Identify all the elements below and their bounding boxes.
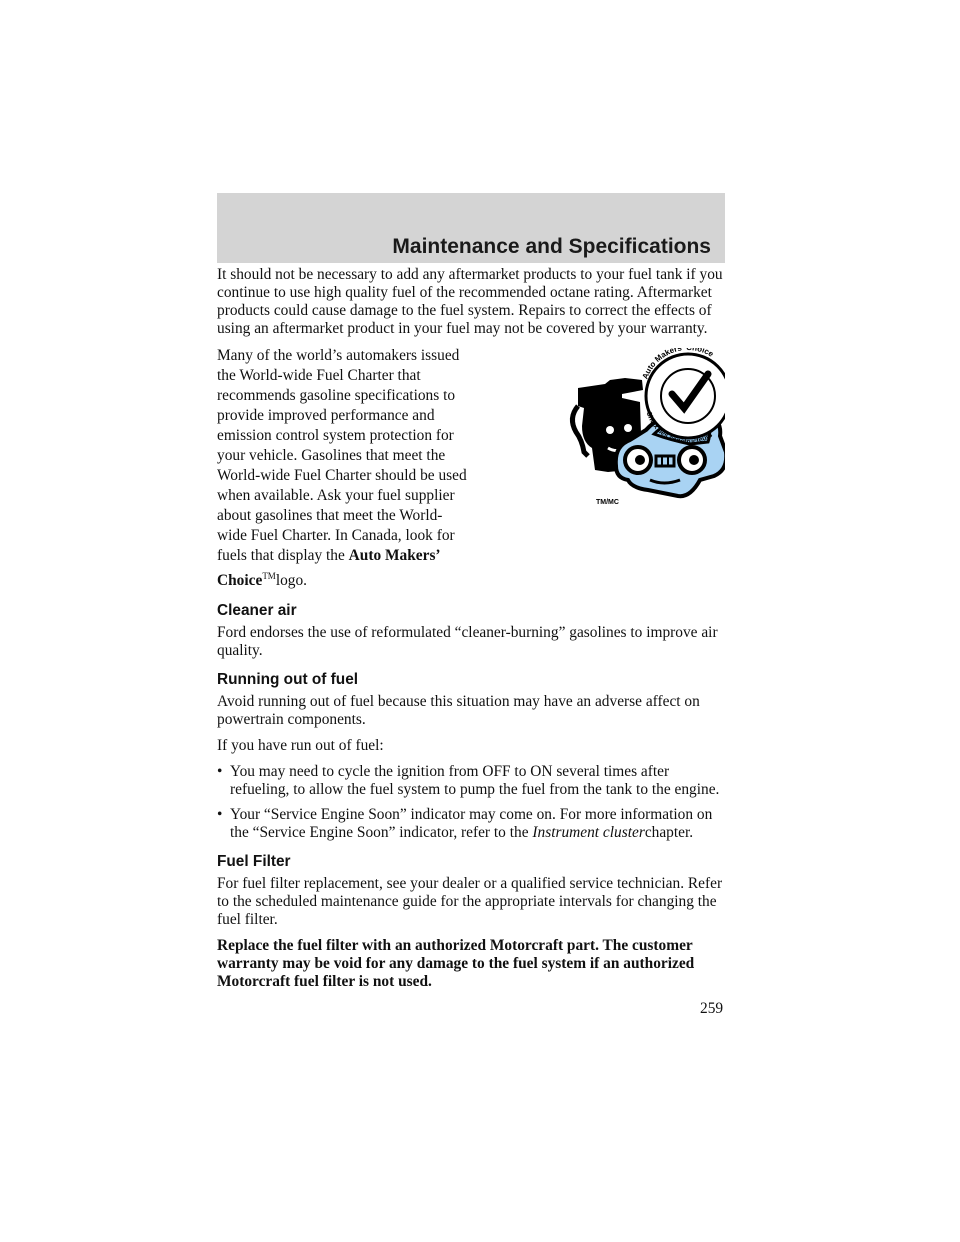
charter-section bbox=[217, 346, 727, 591]
running-out-heading: Running out of fuel bbox=[217, 671, 359, 689]
seal-ring-bottom-text: Choix des constructeurs bbox=[644, 410, 714, 446]
intro-paragraph: It should not be necessary to add any aftermarket products to your fuel tank if you continue to use high quality fuel of the recommended octane rating. Aftermarket products could cause damage to the fuel system. Repairs to correct the effects of using an aftermarket product in your fuel may not be covered by your warranty. bbox=[217, 266, 723, 337]
bullet: • bbox=[217, 806, 223, 824]
fuel-filter-paragraph: For fuel filter replacement, see your dealer or a qualified service technician. Refer to the scheduled maintenance guide for the appropriate intervals for changing the fuel filter. bbox=[217, 875, 723, 929]
running-out-list bbox=[217, 763, 727, 842]
list-item: • Your “Service Engine Soon” indicator may come on. For more information on the “Service Engine Soon” indicator, refer to the Instrument clusterchapter. bbox=[217, 806, 713, 842]
bullet: • bbox=[217, 763, 223, 781]
trademark-label: TM/MC bbox=[596, 499, 619, 506]
cleaner-air-paragraph: Ford endorses the use of reformulated “cleaner-burning” gasolines to improve air quality. bbox=[217, 624, 718, 660]
auto-makers-choice-logo bbox=[550, 348, 725, 523]
instrument-cluster-reference: Instrument cluster bbox=[532, 824, 645, 842]
auto-makers-choice-brand: Auto Makers’ Choice bbox=[217, 547, 440, 590]
page-header bbox=[217, 193, 725, 263]
seal-ring-top-text: Auto Makers oice bbox=[640, 348, 716, 381]
logo-illustration bbox=[550, 348, 725, 523]
running-out-lead: If you have run out of fuel: bbox=[217, 737, 384, 755]
page-body bbox=[217, 266, 727, 999]
page-number: 259 bbox=[700, 1000, 724, 1017]
fuel-filter-heading: Fuel Filter bbox=[217, 853, 291, 871]
section-title: Maintenance and Specifications bbox=[392, 235, 711, 258]
trademark-mark: TM bbox=[262, 571, 276, 581]
cleaner-air-heading: Cleaner air bbox=[217, 602, 297, 620]
charter-paragraph: Many of the world’s automakers issued the World-wide Fuel Charter that recommends gasoline specifications to provide improved performance and emission control system protection for your vehicle. Gasolines that meet the World-wide Fuel Charter should be used when available. Ask your fuel supplier about gasolines that meet the World-wide Fuel Charter. In Canada, look for fuels that display the Auto Makers’ Choice™logo. bbox=[217, 347, 467, 590]
list-item: • You may need to cycle the ignition from OFF to ON several times after refueling, to allow the fuel system to pump the fuel from the tank to the engine. bbox=[217, 763, 720, 799]
fuel-filter-warning: Replace the fuel filter with an authorized Motorcraft part. The customer warranty may be void for any damage to the fuel system if an authorized Motorcraft fuel filter is not used. bbox=[217, 937, 695, 991]
running-out-paragraph: Avoid running out of fuel because this situation may have an adverse affect on powertrain components. bbox=[217, 693, 700, 729]
